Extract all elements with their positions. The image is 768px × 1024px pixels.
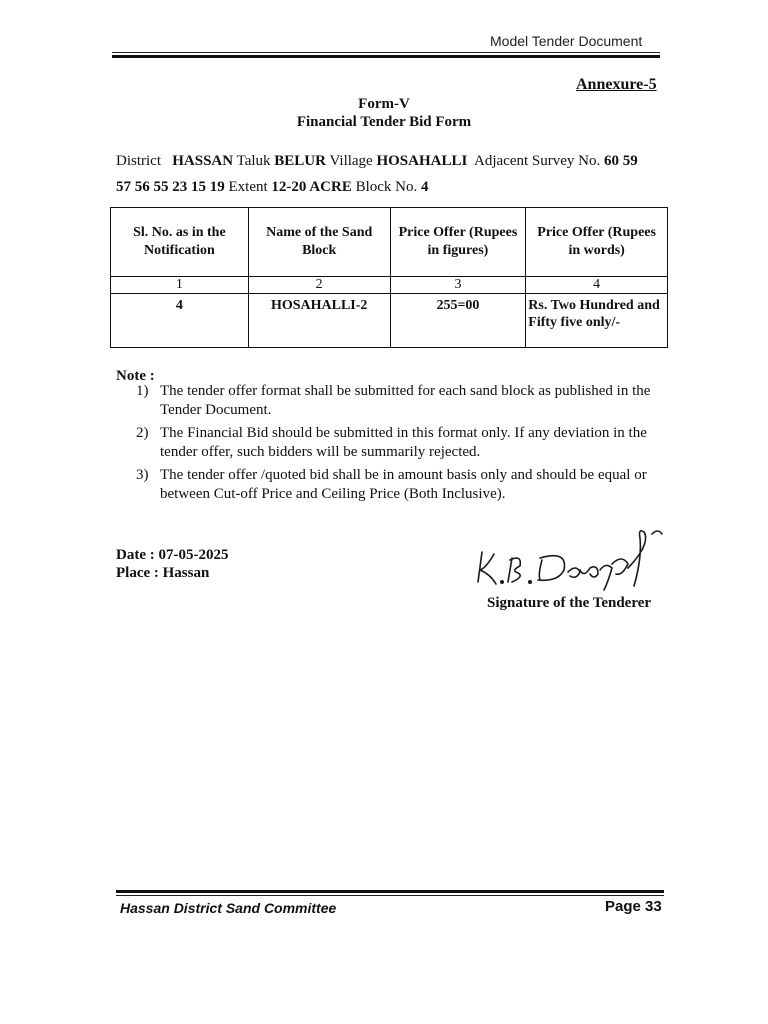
block-value: 4 <box>421 179 429 195</box>
district-label: District <box>116 153 161 169</box>
financial-bid-table <box>110 207 668 348</box>
block-label: Block No. <box>355 179 418 195</box>
list-item <box>136 424 676 462</box>
form-number: Form-V <box>358 96 410 112</box>
note-text: The tender offer /quoted bid shall be in amount basis only and should be equal or between Cut-off Price and Ceiling Price (Both Inclusive). <box>160 467 647 502</box>
header-rule-thick <box>112 55 660 58</box>
column-number-row <box>111 277 668 294</box>
notes-list <box>136 382 676 508</box>
cell-price-figures: 255=00 <box>390 294 526 348</box>
cell-sand-block-name: HOSAHALLI-2 <box>248 294 390 348</box>
note-heading: Note : <box>116 368 155 384</box>
village-label: Village <box>329 153 373 169</box>
column-number: 3 <box>390 277 526 294</box>
place-line: Place : Hassan <box>116 565 210 581</box>
signature-label: Signature of the Tenderer <box>487 595 652 611</box>
extent-label: Extent <box>228 179 268 195</box>
annexure-label: Annexure-5 <box>576 76 657 93</box>
footer-rule-thick <box>116 890 664 893</box>
column-number: 2 <box>248 277 390 294</box>
extent-value: 12-20 ACRE <box>271 179 352 195</box>
header-sl-no: Sl. No. as in the Notification <box>111 208 249 277</box>
survey-label: Adjacent Survey No. <box>474 153 601 169</box>
list-marker: 3) <box>136 467 149 483</box>
list-item <box>136 466 676 504</box>
cell-sl-no: 4 <box>111 294 249 348</box>
list-marker: 2) <box>136 425 149 441</box>
taluk-value: BELUR <box>274 153 326 169</box>
form-title: Financial Tender Bid Form <box>296 114 472 130</box>
header-price-words: Price Offer (Rupees in words) <box>526 208 668 277</box>
column-number: 4 <box>526 277 668 294</box>
note-text: The tender offer format shall be submitted for each sand block as published in the Tender Document. <box>160 383 651 418</box>
table-header-row <box>111 208 668 277</box>
page-number: Page 33 <box>605 898 662 915</box>
list-marker: 1) <box>136 383 149 399</box>
village-value: HOSAHALLI <box>376 153 468 169</box>
date-line: Date : 07-05-2025 <box>116 547 229 563</box>
survey-numbers-line2: 57 56 55 23 15 19 <box>116 179 225 195</box>
cell-price-words: Rs. Two Hundred and Fifty five only/- <box>526 294 668 348</box>
note-text: The Financial Bid should be submitted in this format only. If any deviation in the tender offer, such bidders will be summarily rejected. <box>160 425 647 460</box>
header-rule-thin <box>112 52 660 53</box>
handwritten-signature <box>472 524 672 594</box>
header-price-figures: Price Offer (Rupees in figures) <box>390 208 526 277</box>
district-value: HASSAN <box>172 153 234 169</box>
block-details <box>116 148 676 200</box>
footer-committee: Hassan District Sand Committee <box>120 900 337 916</box>
column-number: 1 <box>111 277 249 294</box>
list-item <box>136 382 676 420</box>
footer-rule-thin <box>116 895 664 896</box>
table-row <box>111 294 668 348</box>
taluk-label: Taluk <box>236 153 271 169</box>
header-sand-block-name: Name of the Sand Block <box>248 208 390 277</box>
running-header: Model Tender Document <box>490 33 643 49</box>
survey-numbers-line1: 60 59 <box>603 153 638 169</box>
